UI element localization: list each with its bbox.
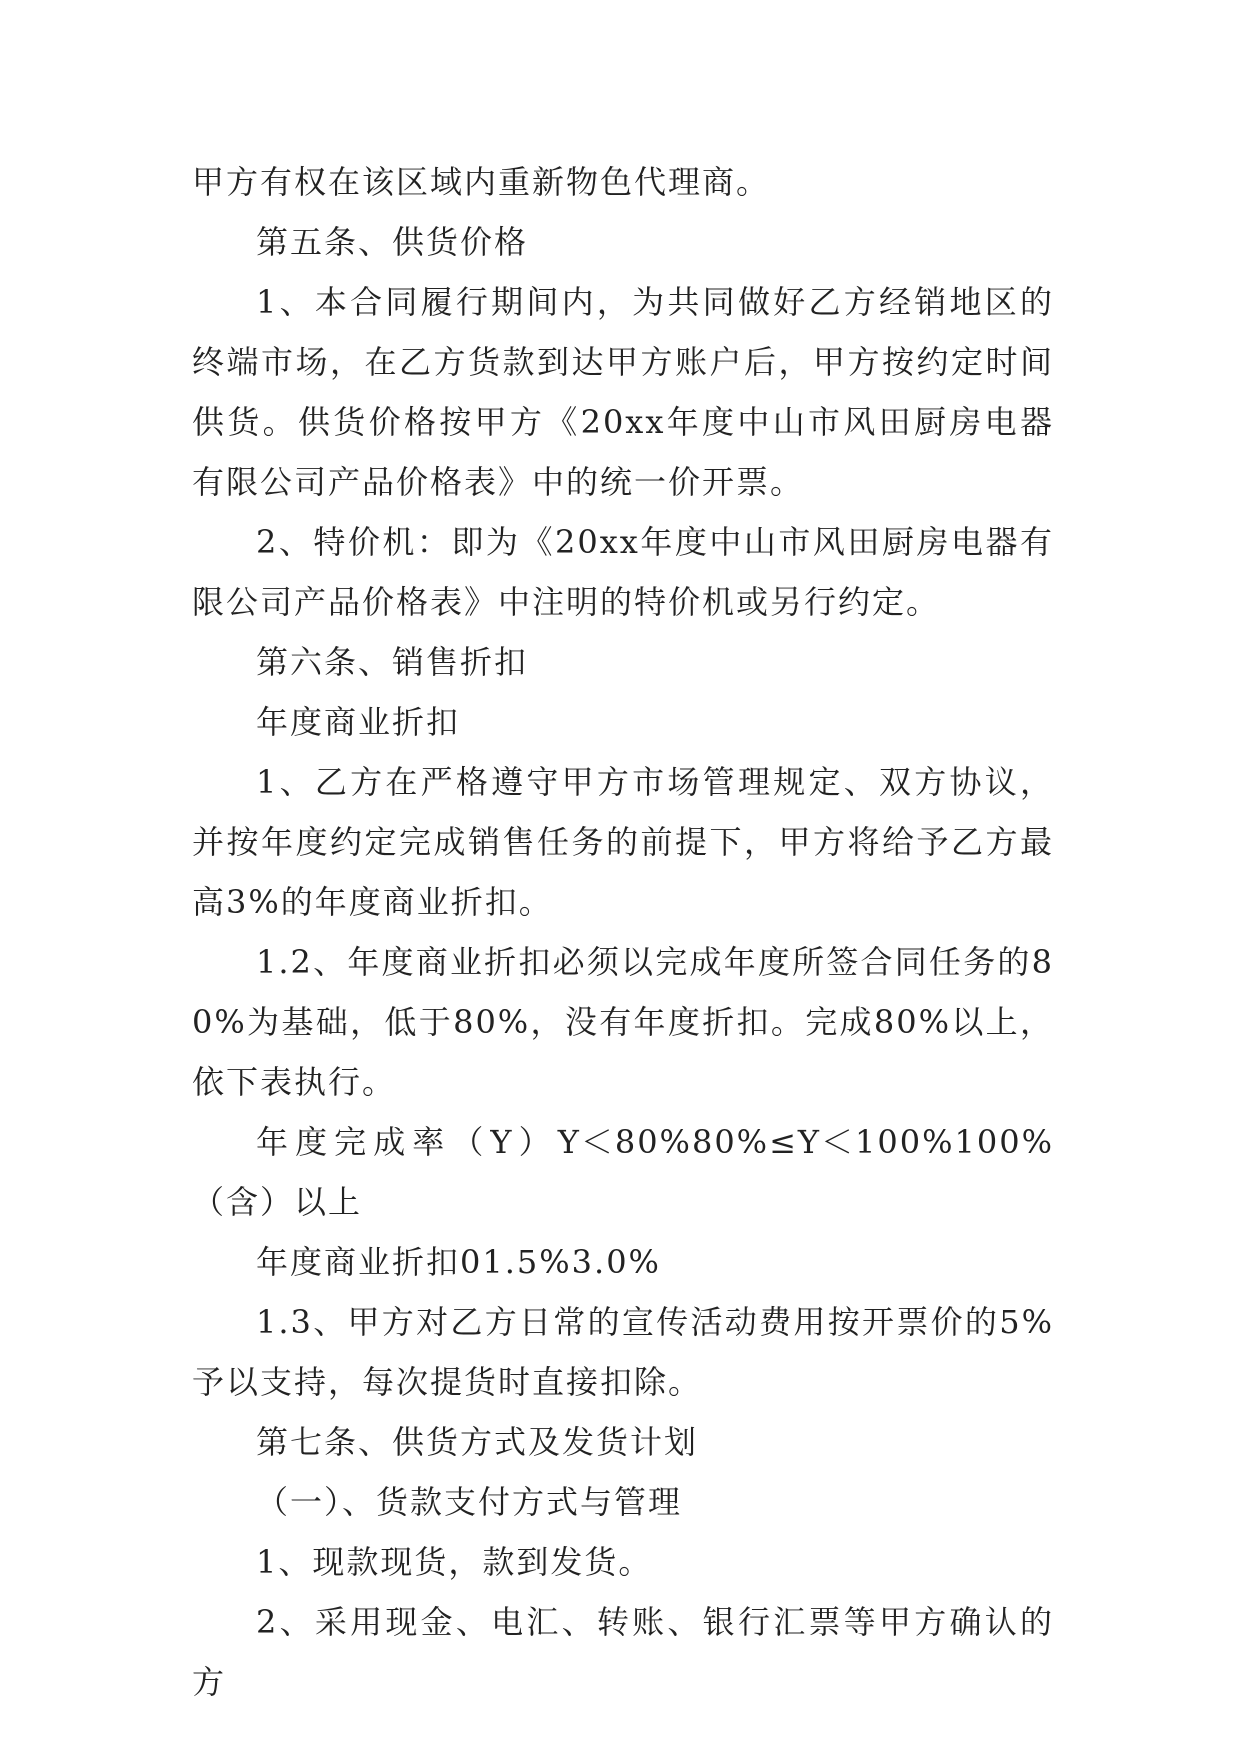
section-heading: 第七条、供货方式及发货计划 — [256, 1423, 699, 1461]
table-row-text: 年度商业折扣01.5%3.0% — [256, 1243, 661, 1281]
paragraph: 1.3、甲方对乙方日常的宣传活动费用按开票价的5%予以支持，每次提货时直接扣除。 — [192, 1303, 1054, 1401]
subsection-heading: （一）、货款支付方式与管理 — [256, 1483, 683, 1521]
table-row-text: 年度完成率（Y）Y＜80%80%≤Y＜100%100%（含）以上 — [192, 1123, 1054, 1221]
subsection-heading: 年度商业折扣 — [256, 703, 461, 741]
paragraph: 2、特价机：即为《20xx年度中山市风田厨房电器有限公司产品价格表》中注明的特价机或另行约定。 — [192, 523, 1054, 621]
paragraph: 1、本合同履行期间内，为共同做好乙方经销地区的终端市场，在乙方货款到达甲方账户后，甲方按约定时间供货。供货价格按甲方《20xx年度中山市风田厨房电器有限公司产品价格表》中的统一价开票。 — [192, 283, 1054, 501]
section-heading: 第五条、供货价格 — [256, 223, 529, 261]
paragraph: 甲方有权在该区域内重新物色代理商。 — [192, 163, 771, 201]
section-heading: 第六条、销售折扣 — [256, 643, 529, 681]
document-body — [192, 152, 1054, 1712]
paragraph: 2、采用现金、电汇、转账、银行汇票等甲方确认的方 — [192, 1603, 1054, 1701]
paragraph: 1、现款现货，款到发货。 — [256, 1543, 653, 1581]
paragraph: 1、乙方在严格遵守甲方市场管理规定、双方协议，并按年度约定完成销售任务的前提下，甲方将给予乙方最高3%的年度商业折扣。 — [192, 763, 1054, 921]
paragraph: 1.2、年度商业折扣必须以完成年度所签合同任务的80%为基础，低于80%，没有年度折扣。完成80%以上，依下表执行。 — [192, 943, 1054, 1101]
